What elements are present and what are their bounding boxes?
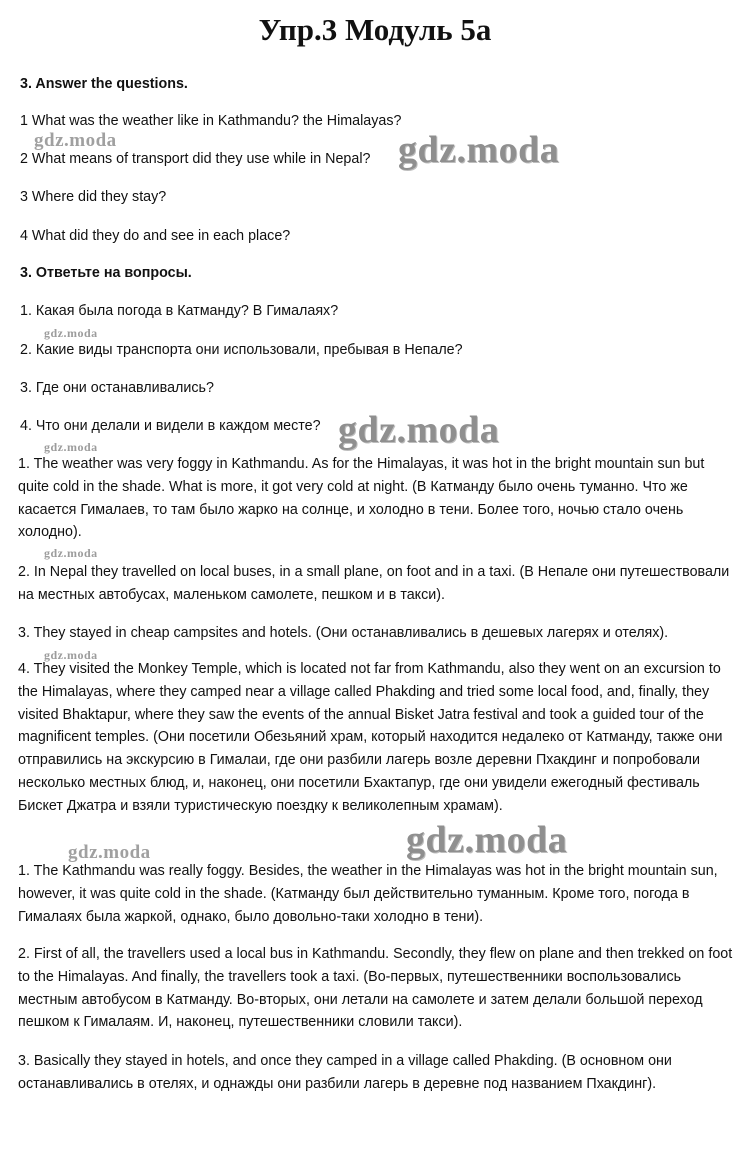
watermark: gdz.moda (44, 546, 98, 560)
watermark: gdz.moda (338, 409, 500, 451)
ru-question-2: 2. Какие виды транспорта они использовали, пребывая в Непале? (20, 342, 463, 358)
watermark: gdz.moda (34, 130, 117, 151)
en-question-3: 3 Where did they stay? (20, 189, 167, 205)
answer-a-3: 3. They stayed in cheap campsites and hotels. (Они останавливались в дешевых лагерях и отелях). (18, 625, 669, 641)
watermark: gdz.moda (398, 129, 560, 171)
ru-question-1: 1. Какая была погода в Катманду? В Гималаях? (20, 303, 339, 319)
answer-a-1: 1. The weather was very foggy in Kathmandu. As for the Himalayas, it was hot in the bright mountain sun but quite cold in the shade. What is more, it got very cold at night. (В Катманду было очень туманно. Что же касается Гималаев, то там было жарко на солнце, и холодно в тени. Более того, ночью стало очень холодно). (18, 456, 705, 541)
en-heading: 3. Answer the questions. (20, 76, 188, 92)
ru-question-3: 3. Где они останавливались? (20, 380, 214, 396)
ru-question-4: 4. Что они делали и видели в каждом месте? (20, 418, 321, 434)
watermark: gdz.moda (68, 842, 151, 863)
en-question-2: 2 What means of transport did they use while in Nepal? (20, 151, 371, 167)
answer-b-2: 2. First of all, the travellers used a local bus in Kathmandu. Secondly, they flew on plane and then trekked on foot to the Himalayas. And finally, the travellers took a taxi. (Во-первых, путешественники воспользовались местным автобусом в Катманду. Во-вторых, они летали на самолете и затем делали большой переход пешком к Гималаям. И, наконец, путешественники словили такси). (18, 946, 733, 1031)
answer-a-4: 4. They visited the Monkey Temple, which is located not far from Kathmandu, also they went on an excursion to the Himalayas, where they camped near a village called Phakding and tried some local food, and, finally, they visited Bhaktapur, where they saw the events of the annual Bisket Jatra festival and took a guided tour of the magnificent temples. (Они посетили Обезьяний храм, который находится недалеко от Катманду, также они отправились на экскурсию в Гималаи, где они разбили лагерь возле деревни Пхакдинг и попробовали несколько местных блюд, и, наконец, они посетили Бхактапур, где они увидели ежегодный фестиваль Бискет Джатра и взяли туристическую поездку к великолепным храмам). (18, 661, 723, 814)
answer-b-3: 3. Basically they stayed in hotels, and once they camped in a village called Phakding. (В основном они останавливались в отелях, и однажды они разбили лагерь в деревне под названием Пхакдинг). (18, 1053, 672, 1092)
answer-a-2: 2. In Nepal they travelled on local buses, in a small plane, on foot and in a taxi. (В Непале они путешествовали на местных автобусах, маленьком самолете, пешком и в такси). (18, 564, 730, 603)
watermark: gdz.moda (44, 326, 98, 340)
answer-b-1: 1. The Kathmandu was really foggy. Besides, the weather in the Himalayas was hot in the bright mountain sun, however, it was quite cold in the shade. (Катманду был действительно туманным. Кроме того, погода в Гималаях была жаркой, однако, было довольно-таки холодно в тени). (18, 863, 718, 925)
watermark: gdz.moda (44, 648, 98, 662)
watermark: gdz.moda (406, 819, 568, 861)
en-question-4: 4 What did they do and see in each place? (20, 228, 291, 244)
page-title: Упр.3 Модуль 5а (258, 12, 492, 47)
ru-heading: 3. Ответьте на вопросы. (20, 265, 192, 281)
watermark: gdz.moda (44, 440, 98, 454)
en-question-1: 1 What was the weather like in Kathmandu? the Himalayas? (20, 113, 402, 129)
